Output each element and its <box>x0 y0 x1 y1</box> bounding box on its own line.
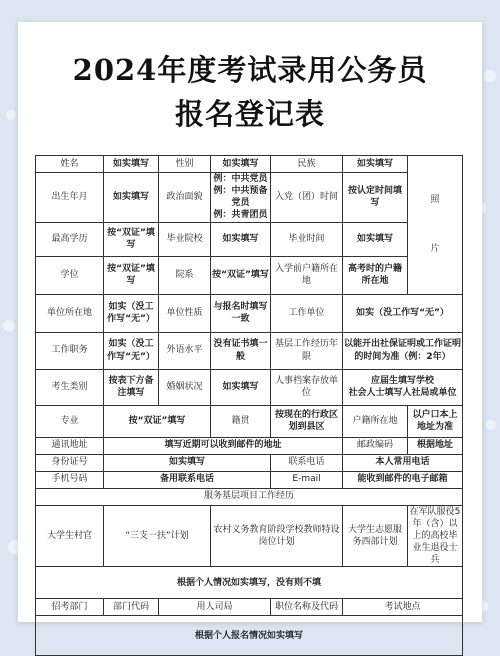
hukou-value[interactable]: 以户口本上地址为准 <box>408 405 463 437</box>
phone-value[interactable]: 本人常用电话 <box>343 454 463 471</box>
department-label: 院系 <box>159 256 211 294</box>
mobile-label: 手机号码 <box>36 471 104 488</box>
email-label: E-mail <box>271 471 343 488</box>
id-value[interactable]: 如实填写 <box>104 454 271 471</box>
exam-location-label: 考试地点 <box>343 599 463 616</box>
form-title-line2: 报名登记表 <box>174 97 325 131</box>
registration-table <box>35 155 463 656</box>
political-label: 政治面貌 <box>159 173 211 223</box>
service-veteran[interactable]: 在军队服役5年（含）以上的高校毕业生退役士兵 <box>408 505 463 567</box>
marital-value[interactable]: 如实填写 <box>211 369 271 405</box>
phone-label: 联系电话 <box>271 454 343 471</box>
department-value[interactable]: 按“双证”填写 <box>211 256 271 294</box>
experience-label: 基层工作经历年限 <box>271 332 343 369</box>
unit-location-value[interactable]: 如实（没工作写“无”） <box>104 294 159 332</box>
unit-location-label: 单位所在地 <box>36 294 104 332</box>
candidate-type-label: 考生类别 <box>36 369 104 405</box>
major-value[interactable]: 按“双证”填写 <box>104 405 211 437</box>
address-label: 通讯地址 <box>36 437 104 454</box>
name-value[interactable]: 如实填写 <box>104 156 159 173</box>
ethnic-label: 民族 <box>271 156 343 173</box>
service-note: 根据个人情况如实填写，没有则不填 <box>36 567 463 599</box>
hukou-before-value[interactable]: 高考时的户籍所在地 <box>343 256 408 294</box>
grad-time-label: 毕业时间 <box>271 222 343 256</box>
email-value[interactable]: 能收到邮件的电子邮箱 <box>343 471 463 488</box>
major-label: 专业 <box>36 405 104 437</box>
service-village-official[interactable]: 大学生村官 <box>36 505 104 567</box>
political-value[interactable]: 例：中共党员 例：中共预备党员 例：共青团员 <box>211 173 271 223</box>
zip-value[interactable]: 根据地址 <box>408 437 463 454</box>
dept-code-label: 部门代码 <box>104 599 159 616</box>
position-label: 职位名称及代码 <box>271 599 343 616</box>
education-value[interactable]: 按“双证”填写 <box>104 222 159 256</box>
service-rural-teacher[interactable]: 农村义务教育阶段学校教师特设岗位计划 <box>211 505 343 567</box>
gender-value[interactable]: 如实填写 <box>211 156 271 173</box>
application-note[interactable]: 根据个人报名情况如实填写 <box>36 616 463 656</box>
duty-label: 工作职务 <box>36 332 104 369</box>
school-label: 毕业院校 <box>159 222 211 256</box>
native-place-label: 籍贯 <box>211 405 271 437</box>
hukou-before-label: 入学前户籍所在地 <box>271 256 343 294</box>
duty-value[interactable]: 如实（没工作写“无”） <box>104 332 159 369</box>
employing-bureau-label: 用人司局 <box>159 599 271 616</box>
gender-label: 性别 <box>159 156 211 173</box>
id-label: 身份证号 <box>36 454 104 471</box>
experience-value[interactable]: 以能开出社保证明或工作证明的时间为准（例：2年） <box>343 332 463 369</box>
photo-char-2: 片 <box>430 243 440 254</box>
mobile-value[interactable]: 备用联系电话 <box>104 471 271 488</box>
address-value[interactable]: 填写近期可以收到邮件的地址 <box>104 437 343 454</box>
party-time-label: 入党（团）时间 <box>271 173 343 223</box>
birth-label: 出生年月 <box>36 173 104 223</box>
party-time-value[interactable]: 按认定时间填写 <box>343 173 408 223</box>
service-west-volunteer[interactable]: 大学生志愿服务西部计划 <box>343 505 408 567</box>
degree-label: 学位 <box>36 256 104 294</box>
recruit-dept-label: 招考部门 <box>36 599 104 616</box>
marital-label: 婚姻状况 <box>159 369 211 405</box>
unit-nature-label: 单位性质 <box>159 294 211 332</box>
birth-value[interactable]: 如实填写 <box>104 173 159 223</box>
grad-time-value[interactable]: 如实填写 <box>343 222 408 256</box>
archive-label: 人事档案存放单位 <box>271 369 343 405</box>
photo-char-1: 照 <box>430 195 440 206</box>
work-unit-value[interactable]: 如实（没工作写“无”） <box>343 294 463 332</box>
education-label: 最高学历 <box>36 222 104 256</box>
name-label: 姓名 <box>36 156 104 173</box>
native-place-value[interactable]: 按现在的行政区划到县区 <box>271 405 343 437</box>
language-label: 外语水平 <box>159 332 211 369</box>
zip-label: 邮政编码 <box>343 437 408 454</box>
school-value[interactable]: 如实填写 <box>211 222 271 256</box>
service-sanzhi-yifu[interactable]: “三支一扶”计划 <box>104 505 211 567</box>
work-unit-label: 工作单位 <box>271 294 343 332</box>
degree-value[interactable]: 按“双证”填写 <box>104 256 159 294</box>
service-section-header: 服务基层项目工作经历 <box>36 488 463 505</box>
archive-value[interactable]: 应届生填写学校 社会人士填写人社局或单位 <box>343 369 463 405</box>
unit-nature-value[interactable]: 与报名时填写一致 <box>211 294 271 332</box>
form-title-line1: 2024年度考试录用公务员 <box>72 53 428 87</box>
language-value[interactable]: 没有证书填一般 <box>211 332 271 369</box>
ethnic-value[interactable]: 如实填写 <box>343 156 408 173</box>
candidate-type-value[interactable]: 按表下方备注填写 <box>104 369 159 405</box>
hukou-label: 户籍所在地 <box>343 405 408 437</box>
photo-box[interactable] <box>408 156 463 295</box>
